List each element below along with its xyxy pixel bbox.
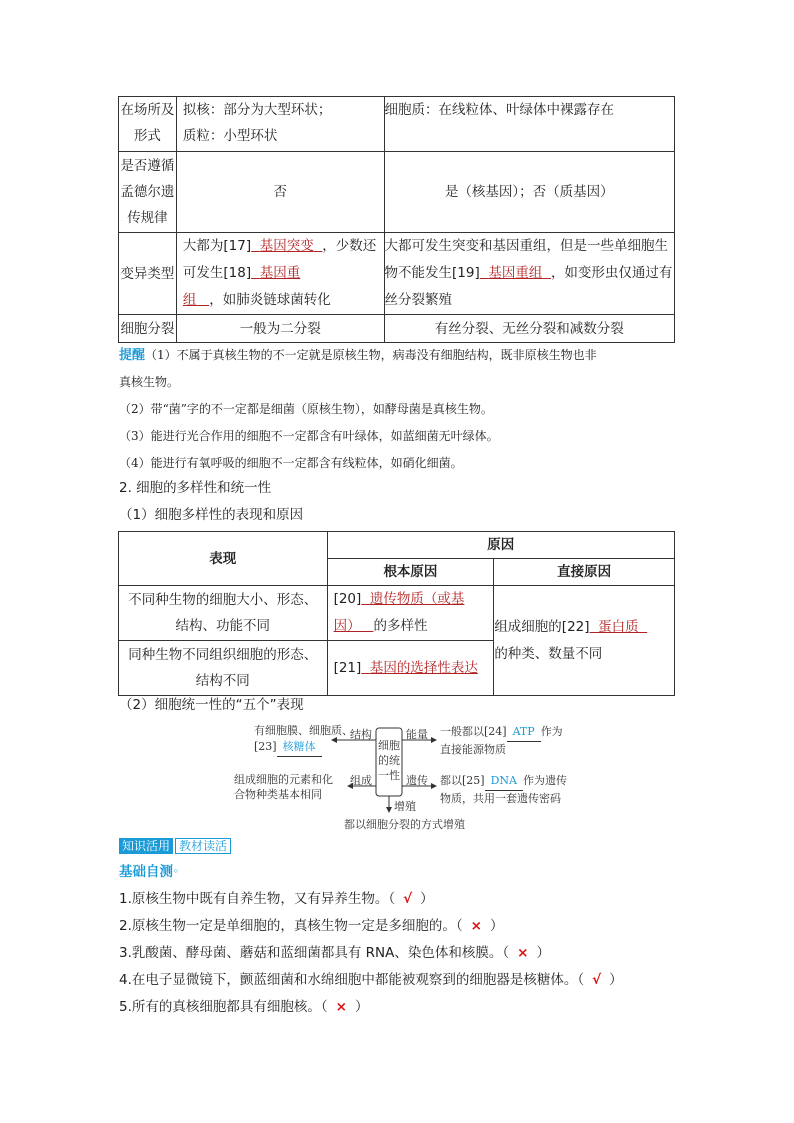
row-head-division: 细胞分裂	[119, 315, 177, 343]
subsection-title: （1）细胞多样性的表现和原因	[119, 507, 304, 523]
answer-18-cont: 组	[182, 292, 197, 308]
unity-diagram	[234, 718, 570, 833]
cell-text: 拟核：部分为大型环状；	[182, 102, 332, 118]
diagram-composition: 组成细胞的元素和化 合物种类基本相同	[234, 773, 333, 801]
diagram-structure: 有细胞膜、细胞质、 [23] 核糖体	[254, 723, 353, 757]
cell-direct: 组成细胞的[22] 蛋白质 的种类、数量不同	[494, 586, 675, 696]
tip-line: （3）能进行光合作用的细胞不一定都含有叶绿体，如蓝细菌无叶绿体。	[119, 429, 499, 443]
tip-line: （1）不属于真核生物的不一定就是原核生物，病毒没有细胞结构，既非原核生物也非	[145, 348, 597, 362]
label-energy: 能量	[406, 728, 428, 741]
cell-prokaryote-division: 一般为二分裂	[176, 315, 384, 343]
tip-block	[119, 342, 679, 477]
cross-mark: ×	[470, 918, 482, 934]
label-heredity: 遗传	[406, 774, 428, 787]
cell-text: ，少数还可发生[18]	[182, 238, 377, 281]
cell-root-1: [20] 遗传物质（或基 因） 的多样性	[327, 586, 494, 641]
cell-text: 大都可发生突变和基因重组，但是一些单细胞生物不能发生[19]	[384, 238, 669, 281]
row-head-variation: 变异类型	[119, 233, 177, 315]
cell-text: 质粒：小型环状	[182, 128, 278, 144]
header-show: 表现	[119, 532, 328, 586]
cell-show-1: 不同种生物的细胞大小、形态、结构、功能不同	[119, 586, 328, 641]
row-head-mendel: 是否遵循孟德尔遗传规律	[119, 152, 177, 233]
tag-knowledge: 知识活用	[119, 838, 173, 854]
cell-text: ，如肺炎链球菌转化	[209, 292, 331, 308]
test-item: 3.乳酸菌、酵母菌、蘑菇和蓝细菌都具有 RNA、染色体和核膜。（ × ）	[119, 945, 550, 961]
test-list	[119, 886, 623, 1021]
tip-label: 提醒	[119, 348, 146, 363]
section-title: 2. 细胞的多样性和统一性	[119, 480, 272, 496]
tag-group	[119, 838, 231, 854]
label-composition: 组成	[350, 774, 372, 787]
test-item: 2.原核生物一定是单细胞的，真核生物一定是多细胞的。（ × ）	[119, 918, 504, 934]
answer-17: 基因突变	[259, 238, 314, 254]
header-root-reason: 根本原因	[327, 559, 494, 586]
cell-text: 大都为[17]	[182, 238, 252, 254]
cell-eukaryote-mendel: 是（核基因）；否（质基因）	[384, 152, 674, 233]
answer-20-cont: 因）	[333, 618, 361, 634]
cell-text: ，如变形虫仅通过有丝分裂繁殖	[384, 265, 673, 308]
answer-20: 遗传物质（或基	[369, 591, 465, 607]
test-title: 基础自测◦	[119, 864, 179, 880]
cell-eukaryote-location: 细胞质：在线粒体、叶绿体中裸露存在	[384, 97, 674, 152]
test-item: 1.原核生物中既有自养生物，又有异养生物。（ √ ）	[119, 891, 434, 907]
answer-22: 蛋白质	[598, 618, 639, 635]
cross-mark: ×	[335, 999, 347, 1015]
diagram-proliferation: 都以细胞分裂的方式增殖	[344, 818, 465, 831]
cell-root-2: [21] 基因的选择性表达	[327, 641, 494, 696]
cell-show-2: 同种生物不同组织细胞的形态、结构不同	[119, 641, 328, 696]
diagram-center: 细胞 的统 一性	[378, 739, 400, 782]
row-head-location: 在场所及形式	[119, 97, 177, 152]
diagram-heredity: 都以[25] DNA 作为遗传 物质，共用一套遗传密码	[440, 774, 567, 805]
test-item: 4.在电子显微镜下，颤蓝细菌和水绵细胞中都能被观察到的细胞器是核糖体。（ √ ）	[119, 972, 623, 988]
tip-line: （2）带“菌”字的不一定都是细菌（原核生物），如酵母菌是真核生物。	[119, 402, 493, 416]
test-item: 5.所有的真核细胞都具有细胞核。（ × ）	[119, 999, 369, 1015]
header-direct-reason: 直接原因	[494, 559, 675, 586]
cell-prokaryote-location	[176, 97, 384, 152]
cell-prokaryote-mendel: 否	[176, 152, 384, 233]
subsection-title-2: （2）细胞统一性的“五个”表现	[119, 697, 304, 713]
label-structure: 结构	[350, 728, 372, 741]
check-mark: √	[403, 891, 413, 907]
diversity-table	[118, 531, 675, 696]
cell-prokaryote-variation	[176, 233, 384, 315]
cross-mark: ×	[517, 945, 529, 961]
tip-line: 真核生物。	[119, 375, 180, 389]
tip-line: （4）能进行有氧呼吸的细胞不一定都含有线粒体，如硝化细菌。	[119, 456, 463, 470]
comparison-table	[118, 96, 675, 343]
answer-18: 基因重	[259, 265, 301, 281]
label-proliferation: 增殖	[394, 800, 416, 813]
answer-23: 核糖体	[277, 738, 322, 757]
check-mark: √	[592, 972, 602, 988]
cell-eukaryote-division: 有丝分裂、无丝分裂和减数分裂	[384, 315, 674, 343]
cell-eukaryote-variation	[384, 233, 674, 315]
header-reason: 原因	[327, 532, 674, 559]
tag-textbook: 教材读活	[175, 838, 231, 854]
diagram-energy: 一般都以[24] ATP 作为 直接能源物质	[440, 725, 563, 756]
answer-24: ATP	[507, 723, 541, 742]
answer-19: 基因重组	[488, 265, 543, 281]
answer-25: DNA	[485, 772, 523, 791]
answer-21: 基因的选择性表达	[369, 660, 478, 676]
